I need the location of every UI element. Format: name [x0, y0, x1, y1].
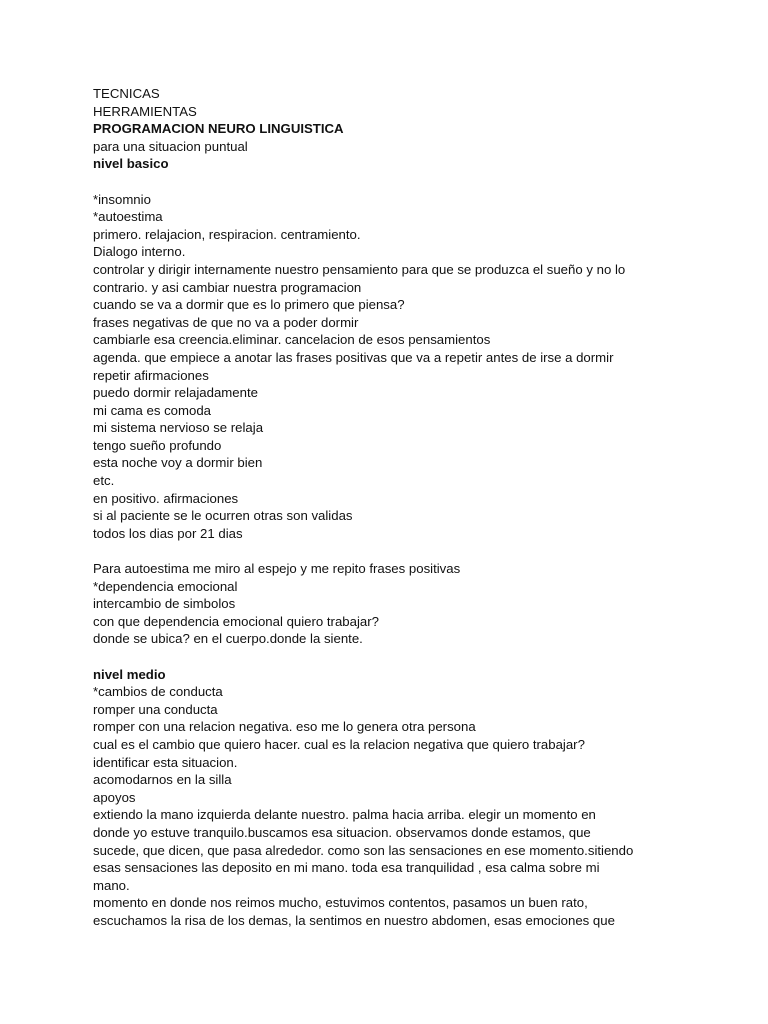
text-line: intercambio de simbolos [93, 596, 236, 612]
text-line: cambiarle esa creencia.eliminar. cancelacion de esos pensamientos [93, 332, 491, 348]
text-line: en positivo. afirmaciones [93, 490, 239, 506]
text-line: controlar y dirigir internamente nuestro pensamiento para que se produzca el sueño y no lo [93, 261, 626, 277]
text-line: contrario. y asi cambiar nuestra programacion [93, 279, 362, 295]
text-line: sucede, que dicen, que pasa alrededor. como son las sensaciones en ese momento.sitiendo [93, 842, 634, 858]
text-line: puedo dormir relajadamente [93, 385, 258, 401]
text-line: *insomnio [93, 191, 151, 207]
text-line: romper una conducta [93, 701, 218, 717]
text-line: momento en donde nos reimos mucho, estuvimos contentos, pasamos un buen rato, [93, 895, 588, 911]
blank-line [93, 542, 753, 560]
text-line: etc. [93, 473, 115, 489]
text-line: agenda. que empiece a anotar las frases positivas que va a repetir antes de irse a dormir [93, 349, 614, 365]
heading-line: nivel basico [93, 156, 169, 172]
text-line: mi cama es comoda [93, 402, 211, 418]
text-line: cuando se va a dormir que es lo primero que piensa? [93, 297, 405, 313]
text-line: Para autoestima me miro al espejo y me repito frases positivas [93, 561, 461, 577]
text-line: romper con una relacion negativa. eso me lo genera otra persona [93, 719, 476, 735]
text-line: todos los dias por 21 dias [93, 525, 243, 541]
text-line: *dependencia emocional [93, 578, 238, 594]
text-line: apoyos [93, 789, 136, 805]
text-line: donde yo estuve tranquilo.buscamos esa situacion. observamos donde estamos, que [93, 824, 591, 840]
document-page [93, 85, 753, 930]
text-line: HERRAMIENTAS [93, 103, 197, 119]
text-line: donde se ubica? en el cuerpo.donde la siente. [93, 631, 363, 647]
blank-line [93, 648, 753, 666]
heading-line: PROGRAMACION NEURO LINGUISTICA [93, 121, 344, 137]
text-line: *autoestima [93, 209, 163, 225]
text-line: cual es el cambio que quiero hacer. cual es la relacion negativa que quiero trabajar? [93, 736, 585, 752]
text-line: tengo sueño profundo [93, 437, 222, 453]
text-line: esas sensaciones las deposito en mi mano. toda esa tranquilidad , esa calma sobre mi [93, 860, 600, 876]
text-line: repetir afirmaciones [93, 367, 209, 383]
blank-line [93, 173, 753, 191]
text-line: Dialogo interno. [93, 244, 186, 260]
text-line: *cambios de conducta [93, 684, 223, 700]
text-line: TECNICAS [93, 86, 160, 101]
text-line: esta noche voy a dormir bien [93, 455, 263, 471]
text-line: identificar esta situacion. [93, 754, 238, 770]
text-line: acomodarnos en la silla [93, 772, 232, 788]
text-line: primero. relajacion, respiracion. centramiento. [93, 226, 361, 242]
text-line: si al paciente se le ocurren otras son validas [93, 508, 353, 524]
text-line: frases negativas de que no va a poder dormir [93, 314, 359, 330]
text-line: escuchamos la risa de los demas, la sentimos en nuestro abdomen, esas emociones que [93, 912, 615, 928]
text-line: extiendo la mano izquierda delante nuestro. palma hacia arriba. elegir un momento en [93, 807, 596, 823]
text-line: mano. [93, 877, 130, 893]
text-line: para una situacion puntual [93, 138, 248, 154]
text-line: con que dependencia emocional quiero trabajar? [93, 613, 379, 629]
heading-line: nivel medio [93, 666, 166, 682]
text-line: mi sistema nervioso se relaja [93, 420, 264, 436]
